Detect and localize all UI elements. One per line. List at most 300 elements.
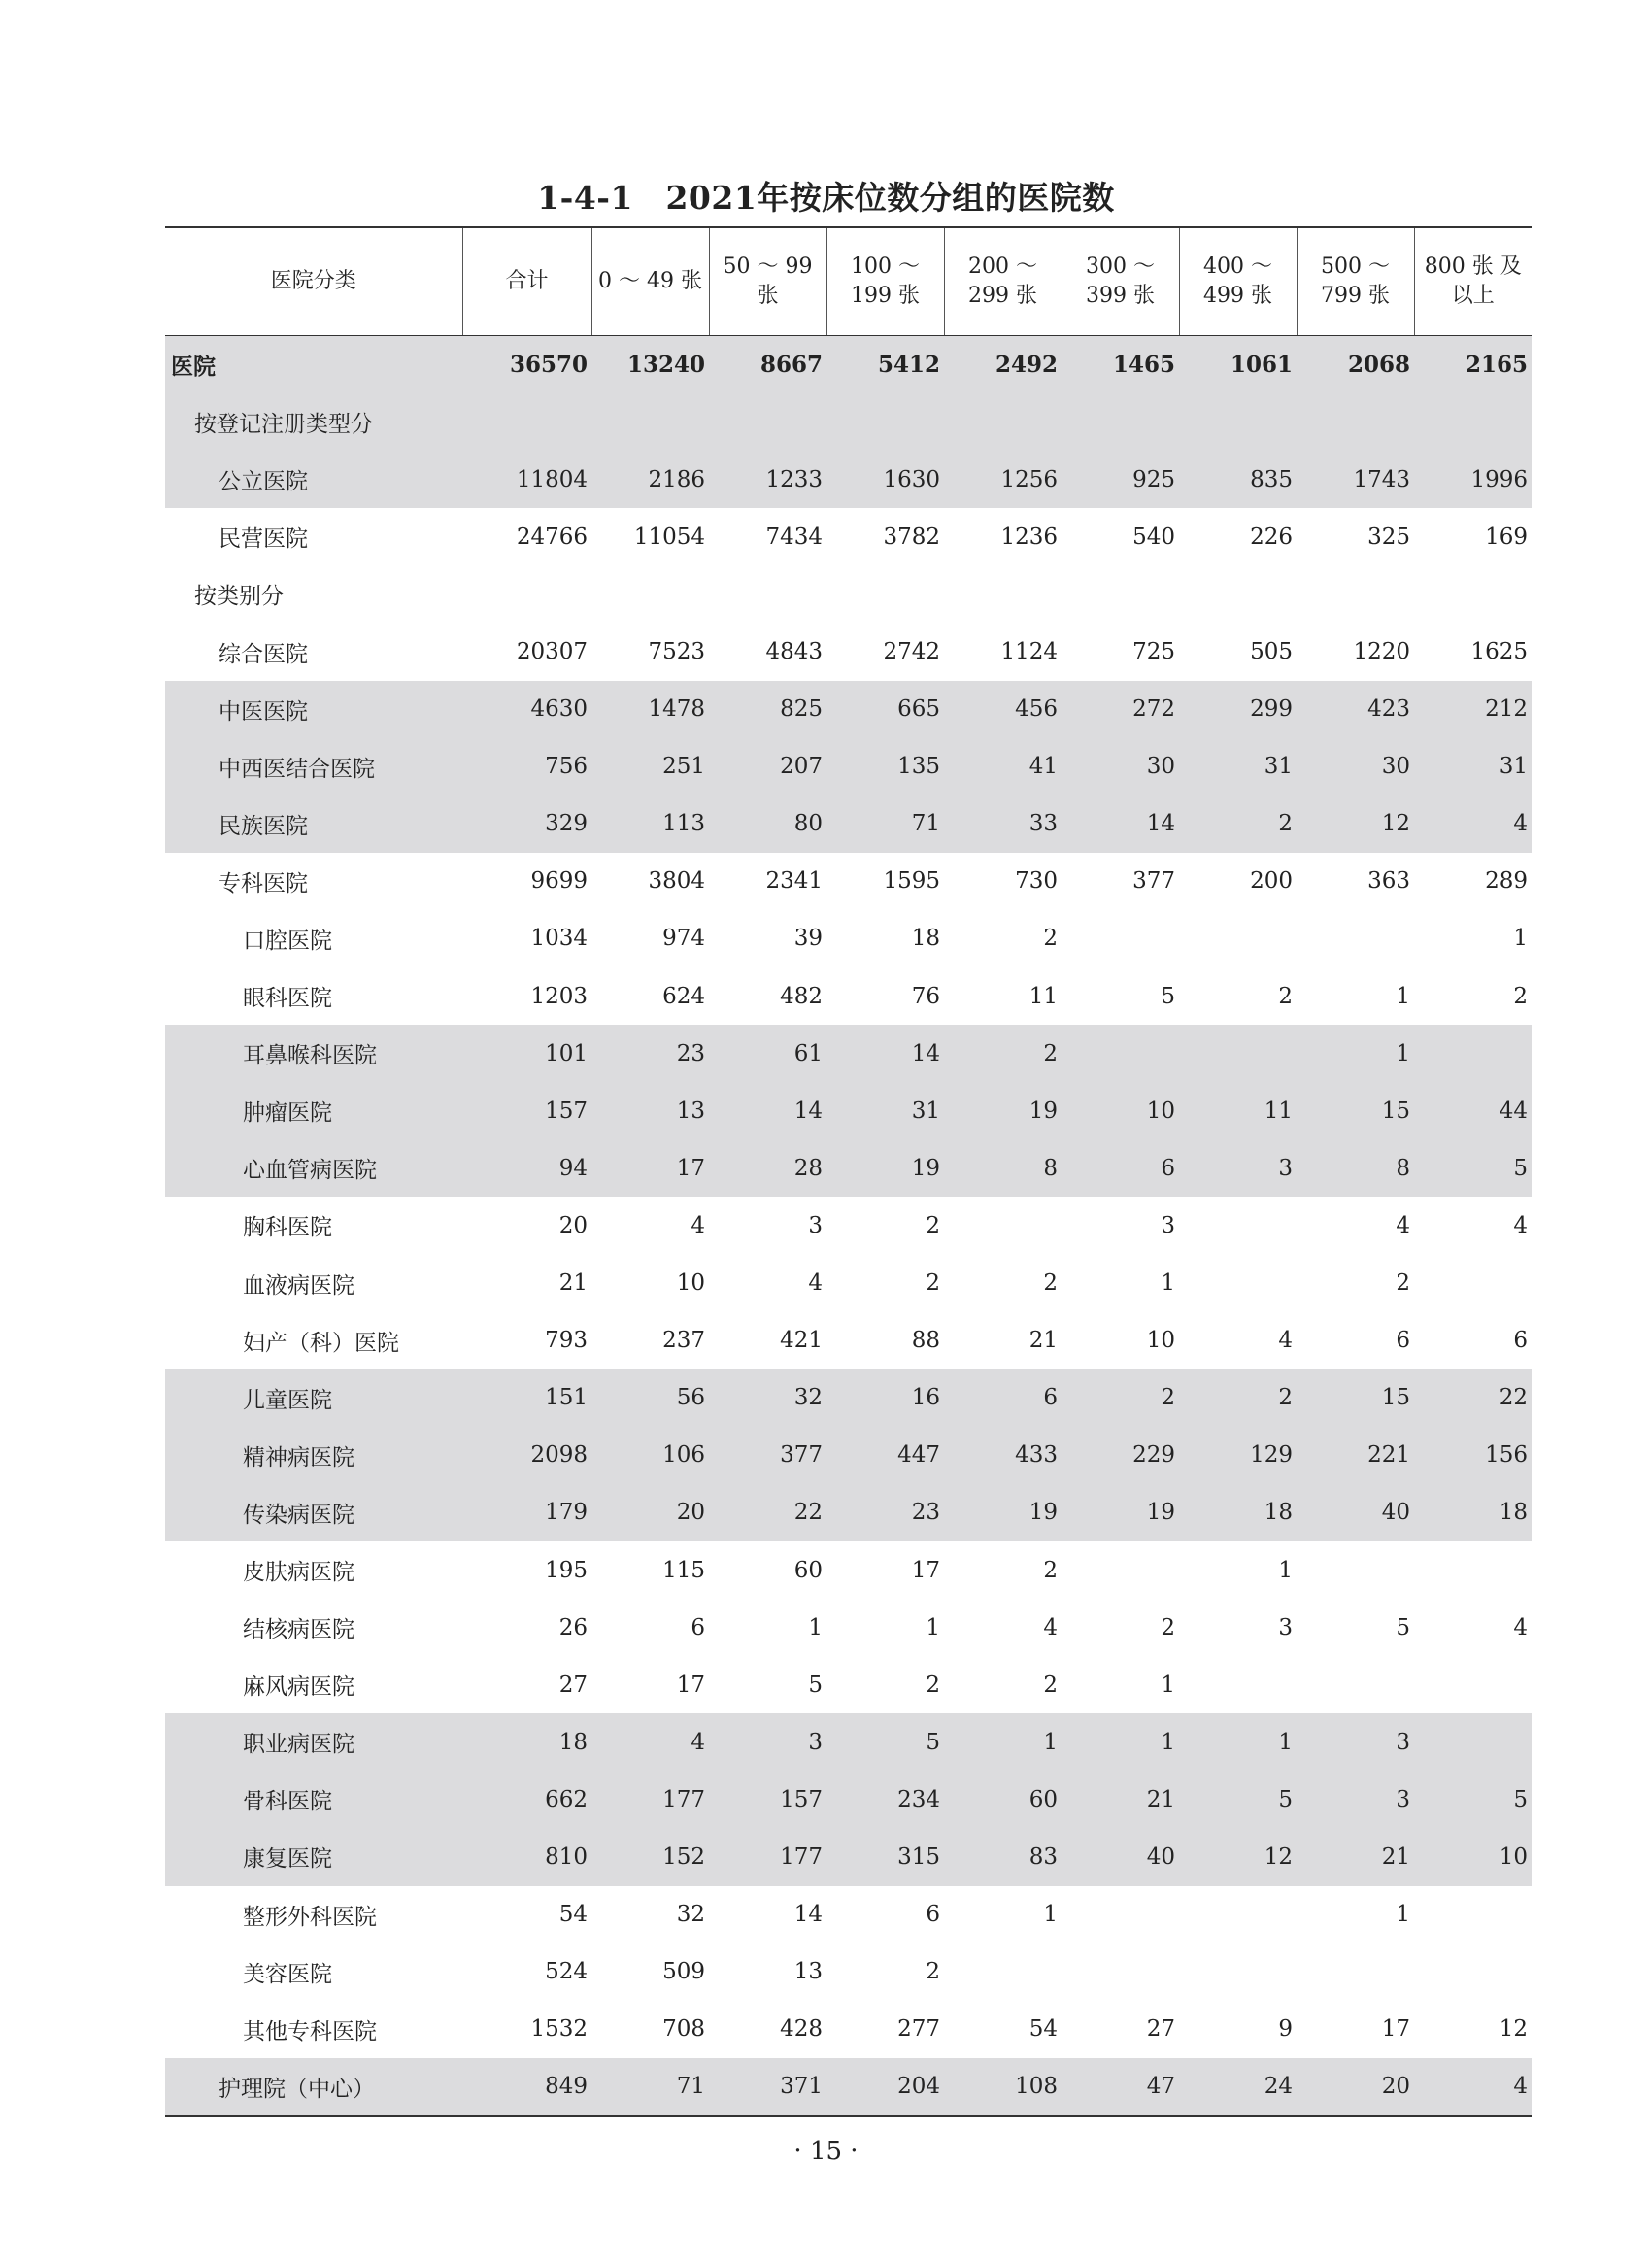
table-cell: 1 [1161,1672,1175,1698]
table-row [165,451,1532,508]
table-cell: 12 [1297,795,1414,853]
table-cell [709,393,826,451]
table-cell: 2 [1043,1557,1058,1583]
table-cell: 925 [1062,451,1179,508]
header-800-plus: 800 张 及以上 [1414,227,1532,336]
table-cell: 18 [462,1713,591,1771]
table-cell: 2 [1043,926,1058,952]
table-cell: 60 [793,1557,823,1583]
row-label: 妇产（科）医院 [243,1330,399,1356]
row-label: 美容医院 [243,1961,332,1987]
table-row [165,336,1532,394]
table-cell: 1743 [1297,451,1414,508]
table-cell: 329 [462,795,591,853]
row-label: 耳鼻喉科医院 [165,1025,462,1082]
table-cell: 8 [1297,1139,1414,1197]
table-cell: 289 [1485,868,1528,895]
table-cell: 18 [1414,1484,1532,1541]
row-label: 按登记注册类型分 [165,393,462,451]
table-row [165,795,1532,853]
table-cell: 56 [591,1369,709,1427]
table-cell: 20 [591,1484,709,1541]
table-cell [1062,565,1179,623]
table-cell: 2492 [944,336,1062,394]
table-cell: 8667 [709,336,826,394]
table-row [165,508,1532,565]
table-cell [944,393,1062,451]
row-label: 其他专科医院 [243,2018,377,2044]
row-label: 麻风病医院 [243,1674,354,1701]
table-cell [1414,1541,1532,1599]
table-row [165,1599,1532,1656]
table-cell: 54 [1028,2016,1058,2043]
table-cell [1179,565,1297,623]
table-cell: 2068 [1297,336,1414,394]
table-cell: 14 [826,1025,944,1082]
table-cell: 4 [591,1713,709,1771]
table-cell: 18 [911,926,940,952]
table-cell: 849 [462,2058,591,2116]
table-cell: 433 [944,1427,1062,1484]
table-row [165,1943,1532,2001]
table-cell: 2 [1278,983,1293,1009]
table-cell: 1 [1043,1902,1058,1928]
table-cell: 725 [1132,639,1175,665]
table-cell: 11 [1179,1082,1297,1139]
table-cell: 1630 [826,451,944,508]
table-cell: 31 [1414,738,1532,795]
table-cell: 41 [944,738,1062,795]
header-category: 医院分类 [165,227,462,336]
table-cell: 14 [793,1902,823,1928]
table-cell: 83 [944,1828,1062,1885]
row-label: 儿童医院 [165,1369,462,1427]
table-cell: 2742 [883,639,940,665]
table-cell: 71 [591,2058,709,2116]
table-cell: 825 [709,681,826,738]
table-cell: 4 [691,1212,705,1238]
table-cell: 157 [709,1771,826,1828]
table-cell: 1465 [1062,336,1179,394]
row-label: 按类别分 [194,584,284,610]
table-cell: 1203 [530,983,588,1009]
table-cell: 108 [944,2058,1062,2116]
table-cell: 1124 [1000,639,1058,665]
table-cell: 4 [1414,795,1532,853]
table-cell: 377 [709,1427,826,1484]
table-cell: 22 [709,1484,826,1541]
table-cell: 8 [944,1139,1062,1197]
table-cell: 234 [826,1771,944,1828]
table-cell: 9 [1278,2016,1293,2043]
header-100-199: 100 ～ 199 张 [826,227,944,336]
table-row [165,1139,1532,1197]
table-cell: 9699 [530,868,588,895]
table-cell: 4 [1043,1614,1058,1640]
table-cell: 4843 [765,639,823,665]
table-cell: 15 [1297,1082,1414,1139]
table-cell: 229 [1062,1427,1179,1484]
row-label: 肿瘤医院 [165,1082,462,1139]
table-cell [1062,1541,1179,1599]
row-label: 传染病医院 [165,1484,462,1541]
table-cell [462,565,591,623]
table-cell: 54 [558,1902,588,1928]
table-cell [944,1197,1062,1254]
table-row [165,1427,1532,1484]
table-cell: 200 [1250,868,1293,895]
table-cell: 3 [1179,1139,1297,1197]
table-cell: 6 [691,1614,705,1640]
table-cell: 115 [662,1557,705,1583]
row-label: 中医医院 [165,681,462,738]
table-cell: 2098 [462,1427,591,1484]
table-cell: 428 [780,2016,823,2043]
table-cell: 156 [1414,1427,1532,1484]
table-cell: 1 [808,1614,823,1640]
table-cell [591,393,709,451]
table-cell [1414,565,1532,623]
table-cell: 1 [1179,1713,1297,1771]
table-cell: 708 [662,2016,705,2043]
table-cell: 40 [1062,1828,1179,1885]
table-cell: 2 [1179,795,1297,853]
table-cell: 47 [1062,2058,1179,2116]
table-cell: 3 [709,1713,826,1771]
table-cell [591,565,709,623]
table-cell: 421 [780,1328,823,1354]
table-cell [1179,1943,1297,2001]
table-row [165,910,1532,967]
hospital-bed-table [165,226,1528,2117]
table-row [165,967,1532,1025]
table-body [165,336,1532,2116]
table-cell: 2 [1043,1672,1058,1698]
table-cell [944,1943,1062,2001]
table-cell: 1 [1297,1025,1414,1082]
table-cell: 17 [1381,2016,1410,2043]
table-cell [1062,910,1179,967]
table-cell: 221 [1297,1427,1414,1484]
table-cell: 1034 [530,926,588,952]
table-cell: 2186 [591,451,709,508]
table-cell: 974 [662,926,705,952]
table-cell: 2 [1513,983,1528,1009]
table-cell: 447 [826,1427,944,1484]
header-200-299: 200 ～ 299 张 [944,227,1062,336]
table-cell: 19 [944,1484,1062,1541]
table-cell: 4630 [462,681,591,738]
table-cell: 5 [1161,983,1175,1009]
table-cell: 325 [1367,524,1410,550]
table-cell: 135 [826,738,944,795]
row-label: 民族医院 [165,795,462,853]
table-cell: 2 [926,1959,940,1985]
row-label: 护理院（中心） [165,2058,462,2116]
table-cell: 17 [676,1672,705,1698]
row-label: 专科医院 [219,870,308,896]
table-cell: 36570 [462,336,591,394]
table-cell: 2 [1062,1369,1179,1427]
table-cell: 32 [676,1902,705,1928]
table-cell: 1220 [1353,639,1410,665]
table-cell: 730 [1015,868,1058,895]
table-cell: 20 [1297,2058,1414,2116]
table-cell: 1996 [1414,451,1532,508]
table-cell: 371 [709,2058,826,2116]
table-cell: 5 [1396,1614,1410,1640]
row-label: 口腔医院 [243,928,332,954]
table-cell: 179 [462,1484,591,1541]
table-row [165,738,1532,795]
table-cell: 1 [1396,1902,1410,1928]
row-label: 职业病医院 [165,1713,462,1771]
table-cell: 33 [944,795,1062,853]
table-row [165,1197,1532,1254]
row-label: 精神病医院 [165,1427,462,1484]
table-cell: 1 [1278,1557,1293,1583]
table-header-row [165,227,1532,336]
row-label: 结核病医院 [243,1617,354,1643]
table-cell: 30 [1297,738,1414,795]
table-cell [1179,910,1297,967]
table-row [165,1312,1532,1369]
table-cell [1179,393,1297,451]
table-cell: 226 [1250,524,1293,550]
table-cell: 1061 [1179,336,1297,394]
table-cell: 129 [1179,1427,1297,1484]
table-cell: 177 [709,1828,826,1885]
table-cell: 1233 [709,451,826,508]
table-cell: 3804 [648,868,705,895]
table-cell: 88 [911,1328,940,1354]
table-cell: 15 [1297,1369,1414,1427]
row-label: 医院 [165,336,462,394]
table-cell: 106 [591,1427,709,1484]
table-cell: 151 [462,1369,591,1427]
row-label: 综合医院 [219,641,308,667]
table-cell: 3 [1161,1212,1175,1238]
table-row [165,1369,1532,1427]
table-cell: 1 [1396,983,1410,1009]
table-cell: 299 [1179,681,1297,738]
table-cell: 6 [1062,1139,1179,1197]
table-cell: 24 [1179,2058,1297,2116]
table-cell: 18 [1179,1484,1297,1541]
table-row [165,1713,1532,1771]
table-cell: 662 [462,1771,591,1828]
table-cell: 204 [826,2058,944,2116]
table-row [165,1541,1532,1599]
row-label: 骨科医院 [165,1771,462,1828]
table-cell: 60 [944,1771,1062,1828]
table-cell: 1595 [883,868,940,895]
table-cell [1414,1025,1532,1082]
table-cell: 509 [662,1959,705,1985]
table-cell: 6 [1513,1328,1528,1354]
table-cell: 5 [826,1713,944,1771]
table-cell: 835 [1179,451,1297,508]
table-cell: 1625 [1470,639,1528,665]
table-cell: 6 [1396,1328,1410,1354]
table-cell: 10 [676,1270,705,1297]
table-cell: 10 [1062,1082,1179,1139]
table-cell: 32 [709,1369,826,1427]
table-cell: 1532 [530,2016,588,2043]
table-cell: 23 [826,1484,944,1541]
table-cell: 17 [911,1557,940,1583]
table-cell: 1 [1062,1713,1179,1771]
table-cell [1297,393,1414,451]
table-cell: 2 [926,1270,940,1297]
table-cell: 44 [1414,1082,1532,1139]
table-cell: 2341 [765,868,823,895]
table-cell: 4 [1278,1328,1293,1354]
table-cell: 7434 [765,524,823,550]
table-cell: 30 [1062,738,1179,795]
table-cell: 2 [944,1025,1062,1082]
table-cell: 11 [1028,983,1058,1009]
table-cell: 21 [1297,1828,1414,1885]
table-cell: 16 [826,1369,944,1427]
table-cell: 524 [545,1959,588,1985]
table-cell: 810 [462,1828,591,1885]
table-cell: 212 [1414,681,1532,738]
table-cell: 482 [780,983,823,1009]
table-row [165,1082,1532,1139]
table-cell: 14 [709,1082,826,1139]
table-cell [1414,393,1532,451]
table-cell: 40 [1297,1484,1414,1541]
table-cell: 94 [462,1139,591,1197]
table-cell: 27 [1146,2016,1175,2043]
table-cell [1062,393,1179,451]
table-row [165,1886,1532,1943]
header-400-499: 400 ～ 499 张 [1179,227,1297,336]
table-cell: 2 [1179,1369,1297,1427]
table-cell: 5 [1414,1771,1532,1828]
table-cell: 21 [558,1270,588,1297]
table-cell: 3 [808,1212,823,1238]
table-cell: 19 [826,1139,944,1197]
table-cell [1179,1255,1297,1312]
table-cell [1414,1255,1532,1312]
table-cell: 177 [591,1771,709,1828]
table-cell: 195 [545,1557,588,1583]
table-cell [1414,1713,1532,1771]
table-cell: 315 [826,1828,944,1885]
row-label: 康复医院 [165,1828,462,1885]
table-cell [826,565,944,623]
table-cell [1062,1886,1179,1943]
page-number: · 15 · [793,2137,859,2166]
table-cell [1414,1943,1532,2001]
table-cell: 157 [462,1082,591,1139]
table-cell: 4 [1513,1614,1528,1640]
table-cell [709,565,826,623]
table-cell: 13 [591,1082,709,1139]
table-cell: 21 [1062,1771,1179,1828]
table-cell: 31 [1179,738,1297,795]
table-cell: 2165 [1414,336,1532,394]
table-cell: 1236 [1000,524,1058,550]
table-cell: 2 [926,1672,940,1698]
table-cell: 80 [709,795,826,853]
table-cell: 3782 [883,524,940,550]
row-label: 整形外科医院 [243,1904,377,1930]
table-cell: 6 [944,1369,1062,1427]
table-row [165,853,1532,910]
row-label: 民营医院 [219,526,308,553]
table-cell: 237 [662,1328,705,1354]
table-cell: 1 [1161,1270,1175,1297]
table-title: 1-4-1 2021年按床位数分组的医院数 [537,179,1115,217]
table-cell: 24766 [516,524,588,550]
table-cell: 27 [558,1672,588,1698]
table-cell: 1478 [591,681,709,738]
table-cell: 21 [1028,1328,1058,1354]
table-cell: 19 [944,1082,1062,1139]
table-cell: 12 [1499,2016,1528,2043]
table-cell: 665 [826,681,944,738]
table-cell: 22 [1414,1369,1532,1427]
table-cell: 5 [1414,1139,1532,1197]
table-cell [462,393,591,451]
table-row [165,1255,1532,1312]
table-cell: 11054 [633,524,705,550]
header-total: 合计 [462,227,591,336]
table-cell: 19 [1062,1484,1179,1541]
table-cell: 540 [1132,524,1175,550]
table-cell: 2 [926,1212,940,1238]
table-cell [1179,1025,1297,1082]
table-row [165,623,1532,680]
table-cell [1179,1197,1297,1254]
table-cell: 152 [591,1828,709,1885]
table-cell [944,565,1062,623]
table-cell: 23 [591,1025,709,1082]
row-label: 公立医院 [165,451,462,508]
table-cell: 6 [926,1902,940,1928]
table-cell: 31 [826,1082,944,1139]
table-cell: 207 [709,738,826,795]
table-row [165,1484,1532,1541]
table-cell: 13240 [591,336,709,394]
table-cell: 3 [1297,1771,1414,1828]
header-500-799: 500 ～ 799 张 [1297,227,1414,336]
table-row [165,1828,1532,1885]
table-cell: 113 [591,795,709,853]
table-cell: 11804 [462,451,591,508]
row-label: 心血管病医院 [165,1139,462,1197]
table-cell: 5412 [826,336,944,394]
table-cell: 17 [591,1139,709,1197]
table-cell: 277 [897,2016,940,2043]
table-cell: 5 [808,1672,823,1698]
table-cell [1297,1656,1414,1713]
table-cell: 377 [1132,868,1175,895]
table-cell: 456 [944,681,1062,738]
table-cell: 20307 [516,639,588,665]
table-cell [1062,1943,1179,2001]
table-cell: 3 [1297,1713,1414,1771]
header-0-49: 0 ～ 49 张 [591,227,709,336]
table-cell: 756 [462,738,591,795]
table-cell [1297,1943,1414,2001]
table-cell: 28 [709,1139,826,1197]
table-cell: 251 [591,738,709,795]
table-cell [1414,1886,1532,1943]
